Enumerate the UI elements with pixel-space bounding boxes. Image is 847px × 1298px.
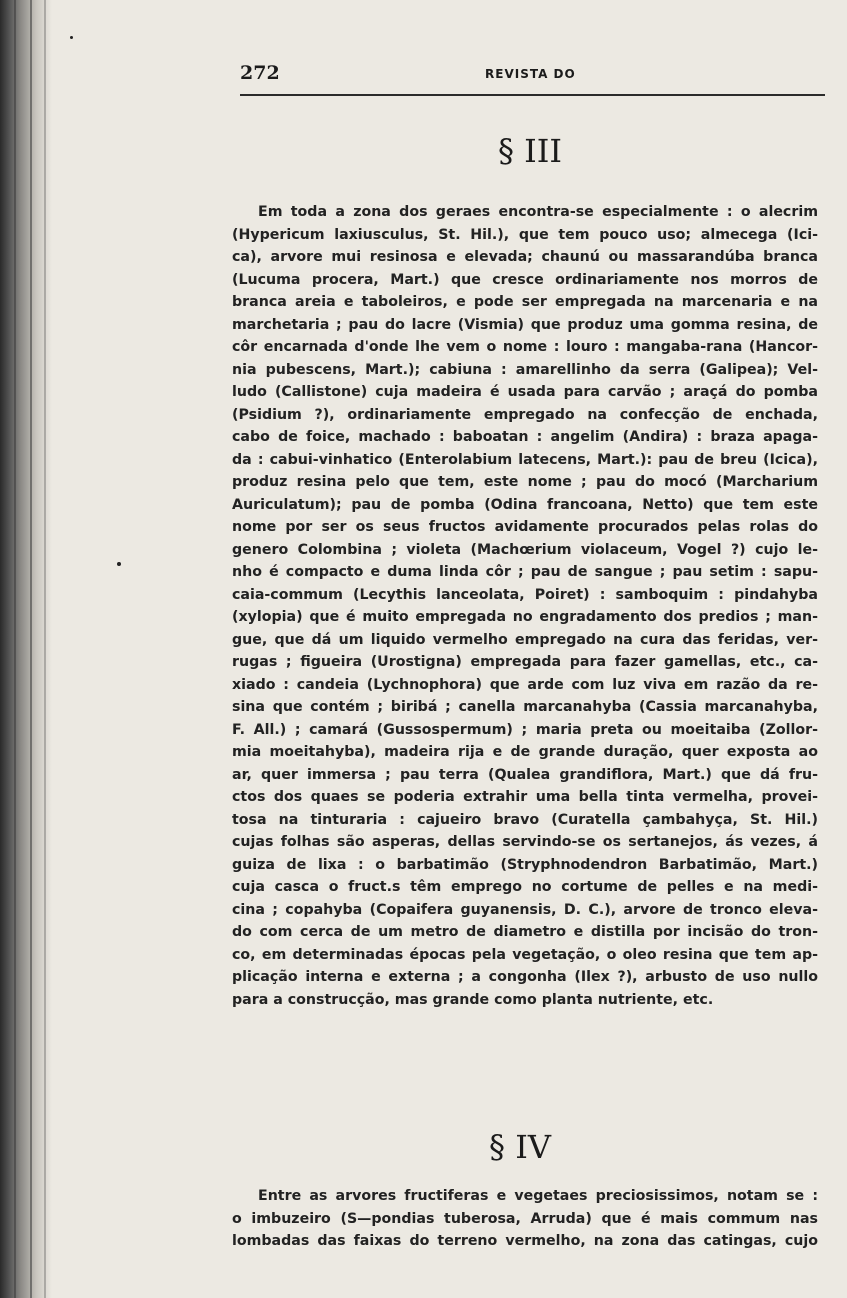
running-title: REVISTA DO: [485, 67, 576, 81]
section-iv-text: [232, 1185, 818, 1253]
text-line: cuja casca o fruct.s têm emprego no cortume de pelles e na medi-: [232, 879, 818, 895]
text-line: guiza de lixa : o barbatimão (Stryphnodendron Barbatimão, Mart.): [232, 856, 818, 873]
text-line: cujas folhas são asperas, dellas servindo-se os sertanejos, ás vezes, á: [232, 834, 818, 850]
text-line: produz resina pelo que tem, este nome ; pau do mocó (Marcharium: [232, 474, 818, 490]
page-number: 272: [240, 62, 280, 84]
section-heading-iii: § III: [497, 132, 563, 170]
text-line: Em toda a zona dos geraes encontra-se especialmente : o alecrim: [258, 204, 818, 220]
text-line: xiado : candeia (Lychnophora) que arde com luz viva em razão da re-: [232, 676, 818, 693]
text-line: ca), arvore mui resinosa e elevada; chaunú ou massarandúba branca: [232, 249, 818, 265]
section-iii-text: [232, 201, 818, 1011]
text-line: (Hypericum laxiusculus, St. Hil.), que tem pouco uso; almecega (Ici-: [232, 226, 818, 243]
page-header: [240, 62, 825, 96]
text-line: cabo de foice, machado : baboatan : angelim (Andira) : braza apaga-: [232, 429, 818, 445]
text-line: nho é compacto e duma linda côr ; pau de sangue ; pau setim : sapu-: [232, 564, 818, 580]
text-line: sina que contém ; biribá ; canella marcanahyba (Cassia marcanahyba,: [232, 699, 818, 715]
text-line: nome por ser os seus fructos avidamente procurados pelas rolas do: [232, 519, 818, 535]
text-line: ar, quer immersa ; pau terra (Qualea grandiflora, Mart.) que dá fru-: [232, 766, 818, 783]
header-rule: [240, 94, 825, 99]
text-line: do com cerca de um metro de diametro e distilla por incisão do tron-: [232, 924, 818, 940]
text-line: para a construcção, mas grande como planta nutriente, etc.: [232, 991, 714, 1008]
text-line: F. All.) ; camará (Gussospermum) ; maria preta ou moeitaiba (Zollor-: [232, 721, 818, 738]
ink-speck: [70, 36, 73, 39]
text-line: cina ; copahyba (Copaifera guyanensis, D. C.), arvore de tronco eleva-: [232, 901, 818, 918]
text-line: gue, que dá um liquido vermelho empregado na cura das feridas, ver-: [232, 631, 818, 648]
text-line: (xylopia) que é muito empregada no engradamento dos predios ; man-: [232, 609, 818, 625]
text-line: co, em determinadas épocas pela vegetação, o oleo resina que tem ap-: [232, 946, 818, 963]
text-line: ludo (Callistone) cuja madeira é usada para carvão ; araçá do pomba: [232, 384, 818, 400]
text-line: genero Colombina ; violeta (Machœrium violaceum, Vogel ?) cujo le-: [232, 541, 818, 558]
section-heading-iv: § IV: [489, 1128, 551, 1166]
text-line: plicação interna e externa ; a congonha (Ilex ?), arbusto de uso nullo: [232, 969, 818, 985]
text-line: (Lucuma procera, Mart.) que cresce ordinariamente nos morros de: [232, 271, 818, 288]
text-line: ctos dos quaes se poderia extrahir uma bella tinta vermelha, provei-: [232, 789, 818, 805]
text-line: o imbuzeiro (S—pondias tuberosa, Arruda) que é mais commum nas: [232, 1210, 818, 1227]
text-line: lombadas das faixas do terreno vermelho, na zona das catingas, cujo: [232, 1233, 818, 1249]
text-line: rugas ; figueira (Urostigna) empregada para fazer gamellas, etc., ca-: [232, 654, 818, 670]
text-line: Auriculatum); pau de pomba (Odina francoana, Netto) que tem este: [232, 496, 818, 513]
text-line: Entre as arvores fructiferas e vegetaes preciosissimos, notam se :: [258, 1188, 818, 1204]
text-line: tosa na tinturaria : cajueiro bravo (Curatella çambahyça, St. Hil.): [232, 811, 818, 828]
text-line: caia-commum (Lecythis lanceolata, Poiret) : samboquim : pindahyba: [232, 586, 818, 603]
text-line: mia moeitahyba), madeira rija e de grande duração, quer exposta ao: [232, 744, 818, 760]
text-line: côr encarnada d'onde lhe vem o nome : louro : mangaba-rana (Hancor-: [232, 339, 818, 355]
text-line: nia pubescens, Mart.); cabiuna : amarellinho da serra (Galipea); Vel-: [232, 361, 818, 378]
text-line: da : cabui-vinhatico (Enterolabium latecens, Mart.): pau de breu (Icica),: [232, 451, 818, 468]
text-line: marchetaria ; pau do lacre (Vismia) que produz uma gomma resina, de: [232, 316, 818, 333]
ink-speck: [117, 562, 121, 566]
text-line: (Psidium ?), ordinariamente empregado na confecção de enchada,: [232, 406, 818, 423]
text-line: branca areia e taboleiros, e pode ser empregada na marcenaria e na: [232, 294, 818, 310]
